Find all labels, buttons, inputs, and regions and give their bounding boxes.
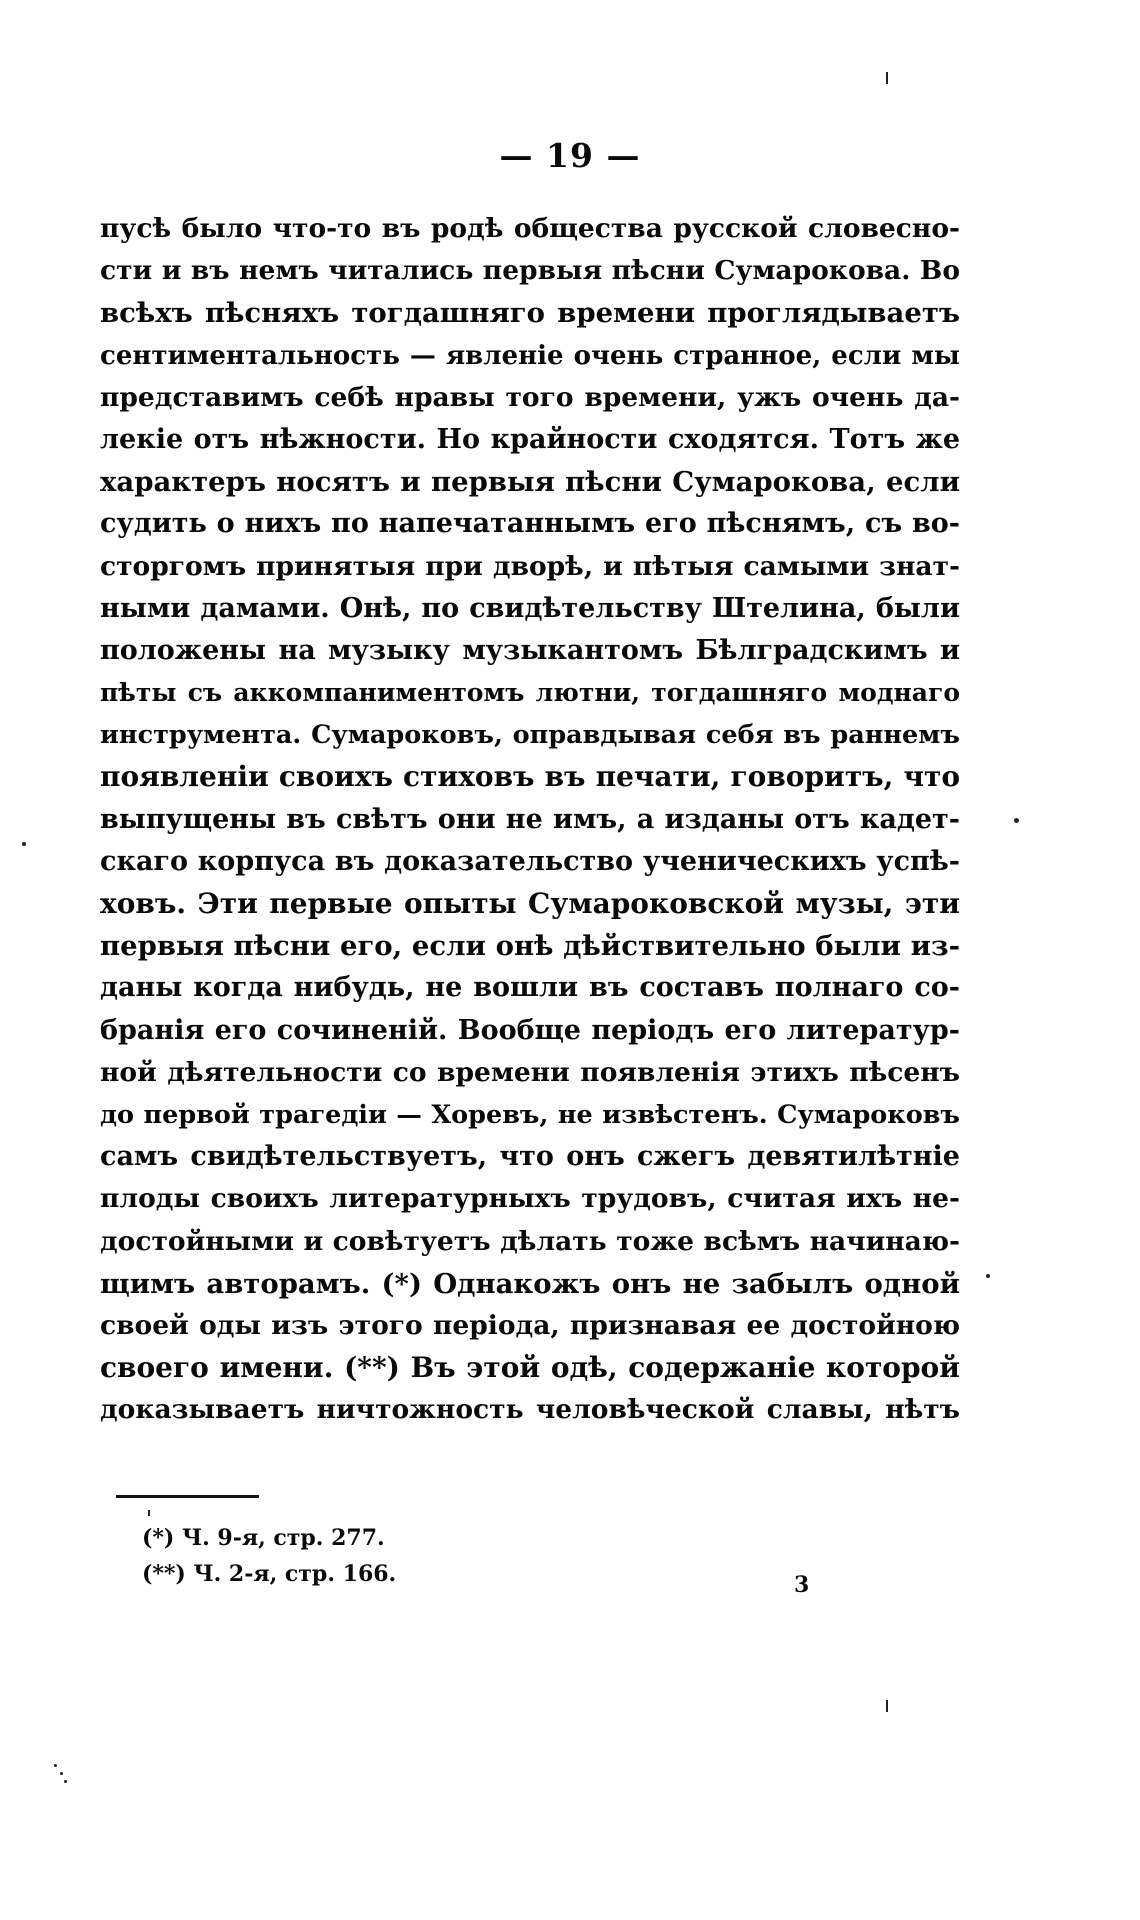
text-line: плоды своихъ литературныхъ трудовъ, считая ихъ не- [100,1183,960,1215]
text-line: доказываетъ ничтожность человѣческой славы, нѣтъ [100,1394,960,1426]
text-line: судить о нихъ по напечатаннымъ его пѣснямъ, съ во- [100,508,960,540]
text-line: пѣты съ аккомпаниментомъ лютни, тогдашняго моднаго [100,678,960,708]
text-line: достойными и совѣтуетъ дѣлать тоже всѣмъ начинаю- [100,1225,960,1257]
text-line: скаго корпуса въ доказательство ученическихъ успѣ- [100,845,960,877]
body-text [100,208,960,1431]
footnotes [142,1520,396,1592]
text-line: появленіи своихъ стиховъ въ печати, говоритъ, что [100,760,960,794]
text-line: первыя пѣсни его, если онѣ дѣйствительно были из- [100,930,960,963]
text-line: сентиментальность — явленіе очень странное, если мы [100,340,960,371]
page-number: — 19 — [499,136,641,175]
text-line: ными дамами. Онѣ, по свидѣтельству Штелина, были [100,592,960,624]
text-line: ховъ. Эти первые опыты Сумароковской музы, эти [100,887,960,920]
text-line: инструмента. Сумароковъ, оправдывая себя въ раннемъ [100,720,960,751]
scan-speck [986,1274,990,1278]
scan-speck [886,72,888,84]
text-line: своего имени. (**) Въ этой одѣ, содержаніе которой [100,1351,960,1385]
signature-mark: 3 [794,1572,810,1598]
text-line: представимъ себѣ нравы того времени, ужъ очень да- [100,381,960,413]
scan-speck [60,1772,63,1775]
text-line: самъ свидѣтельствуетъ, что онъ сжегъ девятилѣтніе [100,1141,960,1173]
text-line: бранія его сочиненій. Вообще періодъ его литератур- [100,1014,960,1046]
footnote: (**) Ч. 2-я, стр. 166. [142,1561,397,1587]
text-line: сти и въ немъ читались первыя пѣсни Сумарокова. Во [100,255,960,287]
text-line: своей оды изъ этого періода, признавая ее достойною [100,1309,960,1341]
text-line: всѣхъ пѣсняхъ тогдашняго времени проглядываетъ [100,297,960,330]
text-line: сторгомъ принятыя при дворѣ, и пѣтыя самыми знат- [100,550,960,582]
text-line: до первой трагедіи — Хоревъ, не извѣстенъ. Сумароковъ [100,1099,960,1130]
scan-speck [22,842,26,846]
scan-speck [148,1510,150,1516]
scan-speck [1014,818,1019,823]
text-line: характеръ носятъ и первыя пѣсни Сумарокова, если [100,466,960,499]
footnote-rule [116,1495,259,1498]
text-line: ной дѣятельности со времени появленія этихъ пѣсенъ [100,1056,960,1088]
text-line: лекіе отъ нѣжности. Но крайности сходятся. Тотъ же [100,423,960,455]
text-line: положены на музыку музыкантомъ Бѣлградскимъ и [100,634,960,666]
text-line: щимъ авторамъ. (*) Однакожъ онъ не забылъ одной [100,1267,960,1300]
text-line: выпущены въ свѣтъ они не имъ, а изданы отъ кадет- [100,803,960,835]
scan-speck [54,1764,57,1767]
footnote: (*) Ч. 9-я, стр. 277. [142,1525,385,1551]
text-line: пусѣ было что-то въ родѣ общества русской словесно- [100,213,960,244]
scan-speck [886,1700,888,1712]
text-line: даны когда нибудь, не вошли въ составъ полнаго со- [100,972,960,1004]
scan-speck [64,1780,67,1783]
